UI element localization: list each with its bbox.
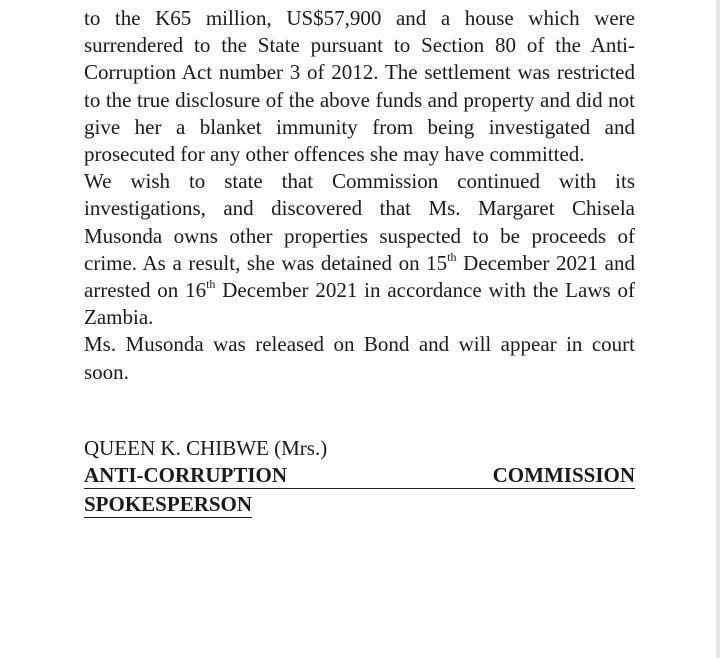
paragraph-bond: Ms. Musonda was released on Bond and will appear in court soon. (84, 332, 635, 384)
ordinal-suffix-detained: th (447, 249, 457, 264)
paragraph-investigation (84, 168, 635, 331)
organization-name-right: COMMISSION (492, 463, 635, 487)
signatory-organization (84, 462, 635, 489)
ordinal-suffix-arrested: th (206, 277, 216, 292)
signatory-role: SPOKESPERSON (84, 492, 253, 516)
signature-block (84, 434, 635, 518)
page-edge-shadow (716, 0, 720, 658)
paragraph-investigation-part3: December 2021 in accordance with the Laws of Zambia. (84, 278, 635, 330)
paragraph-investigation-part2: December 2021 and arrested on 16 (84, 250, 635, 303)
signatory-name: QUEEN K. CHIBWE (Mrs.) (84, 436, 328, 460)
paragraph-investigation-part1: We wish to state that Commission continued with its investigations, and discovered that Ms. Margaret Chisela Musonda owns other properties suspected to be proceeds of crime. As a result, she was detained on 15 (84, 169, 635, 275)
paragraph-settlement: to the K65 million, US$57,900 and a house which were surrendered to the State pursuant to Section 80 of the Anti-Corruption Act number 3 of 2012. The settlement was restricted to the true disclosure of the above funds and property and did not give her a blanket immunity from being investigated and prosecuted for any other offences she may have committed. (84, 6, 635, 167)
organization-name-left: ANTI-CORRUPTION (84, 463, 288, 487)
press-release-body (84, 5, 635, 386)
